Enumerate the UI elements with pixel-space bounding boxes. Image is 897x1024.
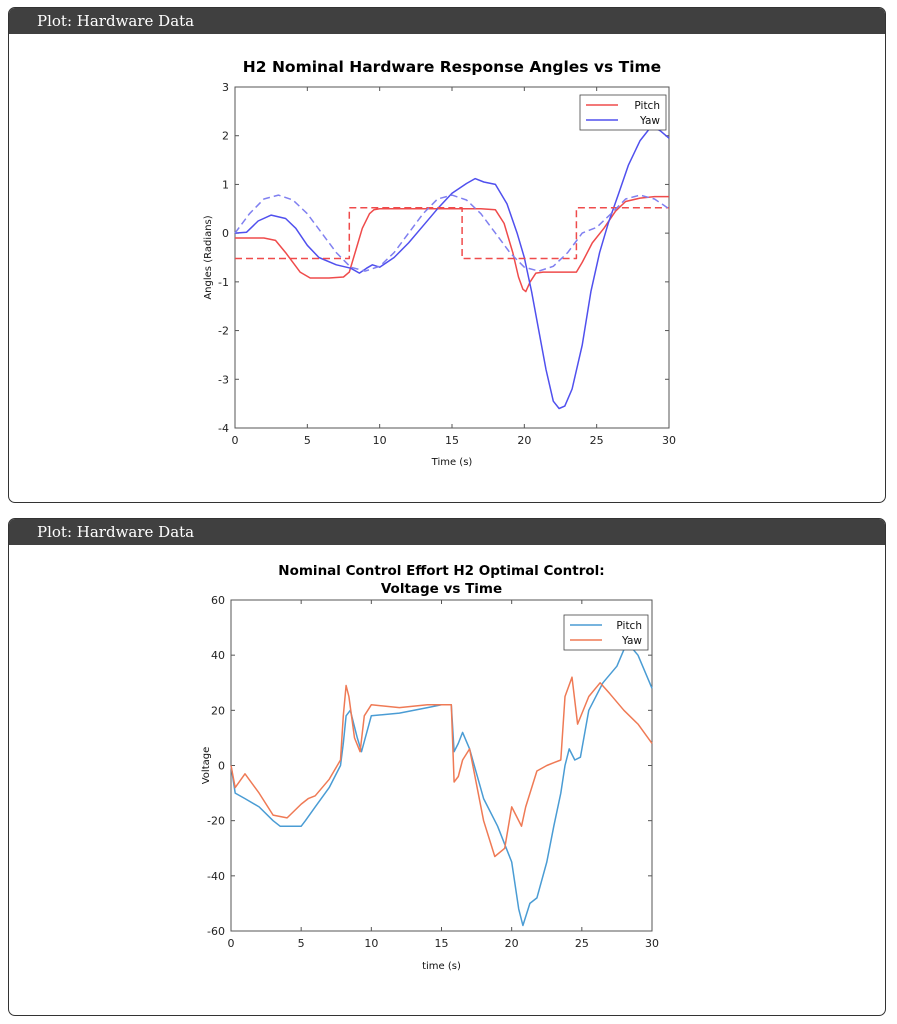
chart-title: H2 Nominal Hardware Response Angles vs Time bbox=[242, 58, 662, 76]
x-tick-label: 5 bbox=[297, 937, 305, 950]
x-tick-label: 10 bbox=[372, 434, 387, 447]
legend-label: Pitch bbox=[616, 620, 642, 632]
y-tick-label: 20 bbox=[211, 704, 225, 718]
x-tick-label: 30 bbox=[662, 434, 676, 447]
y-tick-label: 60 bbox=[211, 594, 225, 607]
legend bbox=[564, 615, 648, 650]
legend bbox=[580, 95, 666, 130]
y-axis-label: Angles (Radians) bbox=[203, 215, 214, 300]
x-tick-label: 10 bbox=[364, 937, 379, 950]
y-tick-label: 1 bbox=[222, 178, 229, 192]
x-tick-label: 20 bbox=[504, 937, 519, 950]
y-tick-label: 3 bbox=[222, 81, 229, 94]
y-axis-label: Voltage bbox=[201, 746, 212, 785]
y-tick-label: 40 bbox=[211, 649, 225, 663]
chart-title-line: Nominal Control Effort H2 Optimal Control: bbox=[278, 563, 605, 579]
x-tick-label: 30 bbox=[645, 937, 659, 950]
legend-label: Yaw bbox=[622, 635, 642, 647]
y-tick-label: -20 bbox=[207, 814, 225, 828]
y-tick-label: -4 bbox=[218, 422, 229, 435]
x-tick-label: 0 bbox=[227, 937, 235, 950]
y-tick-label: 0 bbox=[222, 227, 229, 241]
legend-label: Yaw bbox=[640, 115, 660, 127]
plot-panel-angles bbox=[8, 7, 886, 503]
y-tick-label: 0 bbox=[218, 759, 225, 773]
plot-panel-voltage bbox=[8, 518, 886, 1016]
y-tick-label: -1 bbox=[218, 275, 229, 289]
x-tick-label: 25 bbox=[589, 434, 604, 447]
voltage-chart bbox=[9, 545, 884, 1013]
angles-chart bbox=[9, 34, 884, 500]
x-tick-label: 15 bbox=[445, 434, 459, 447]
legend-label: Pitch bbox=[634, 100, 660, 112]
plot-area bbox=[235, 87, 669, 428]
x-tick-label: 15 bbox=[434, 937, 449, 950]
panel-header: Plot: Hardware Data bbox=[9, 8, 885, 34]
y-tick-label: -2 bbox=[218, 324, 229, 338]
x-tick-label: 25 bbox=[574, 937, 589, 950]
y-tick-label: 2 bbox=[222, 129, 229, 143]
x-axis-label: time (s) bbox=[422, 961, 461, 972]
x-tick-label: 5 bbox=[303, 434, 311, 447]
y-tick-label: -40 bbox=[207, 869, 225, 883]
x-tick-label: 20 bbox=[517, 434, 532, 447]
y-tick-label: -60 bbox=[207, 925, 225, 938]
x-axis-label: Time (s) bbox=[431, 457, 473, 468]
chart-title-line: Voltage vs Time bbox=[380, 581, 503, 597]
y-tick-label: -3 bbox=[218, 373, 229, 387]
panel-header: Plot: Hardware Data bbox=[9, 519, 885, 545]
x-tick-label: 0 bbox=[231, 434, 239, 447]
